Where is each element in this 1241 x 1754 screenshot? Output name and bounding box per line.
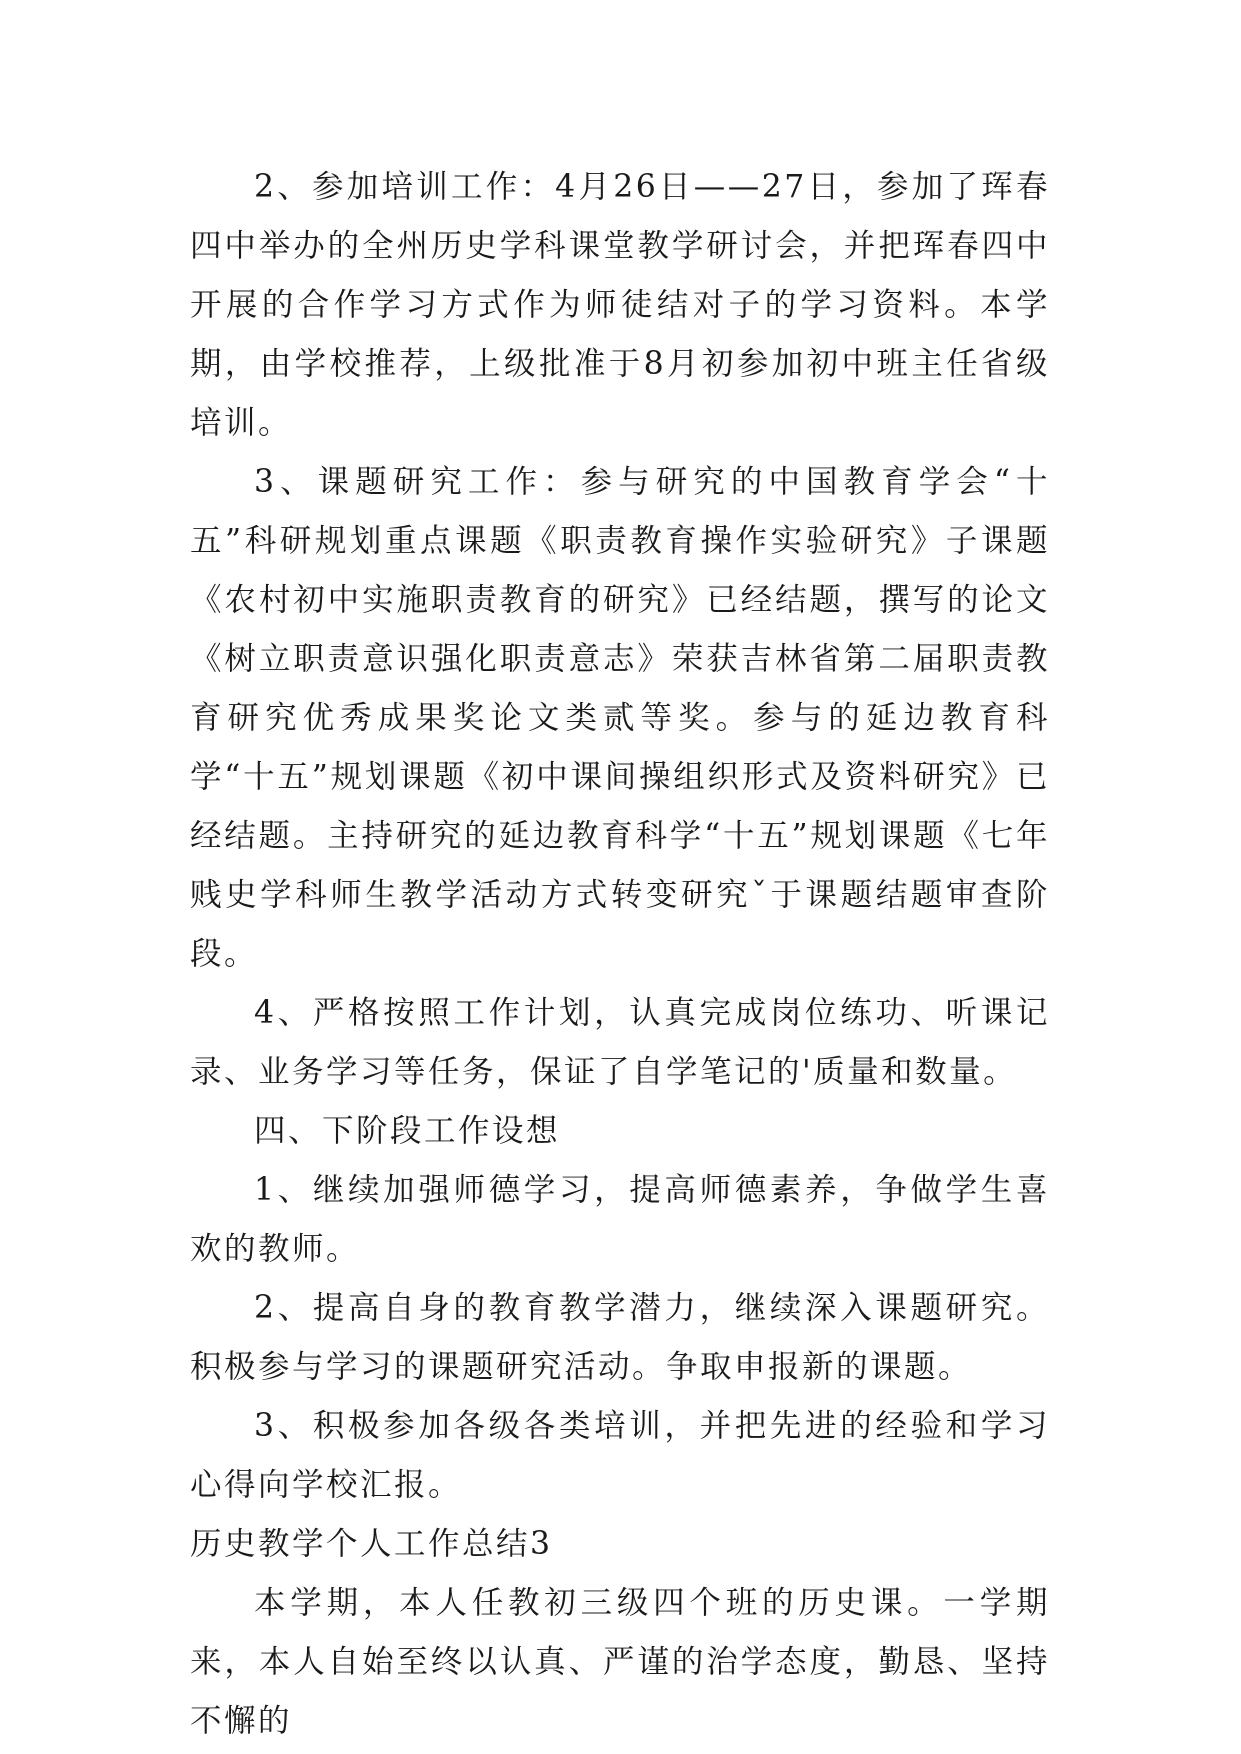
- paragraph-training-report: 3、积极参加各级各类培训，并把先进的经验和学习心得向学校汇报。: [190, 1408, 1050, 1503]
- paragraph-training: 2、参加培训工作：4月26日——27日，参加了珲春四中举办的全州历史学科课堂教学研讨会，并把珲春四中开展的合作学习方式作为师徒结对子的学习资料。本学期，由学校推荐，上级批准于8月初参加初中班主任省级培训。: [190, 169, 1050, 441]
- section-title: 历史教学个人工作总结3: [190, 1526, 553, 1562]
- heading-next-stage: 四、下阶段工作设想: [254, 1113, 561, 1149]
- paragraph-plan: 4、严格按照工作计划，认真完成岗位练功、听课记录、业务学习等任务，保证了自学笔记的'质量和数量。: [190, 995, 1050, 1090]
- paragraph-semester: 本学期，本人任教初三级四个班的历史课。一学期来，本人自始至终以认真、严谨的治学态度，勤恳、坚持不懈的: [190, 1585, 1050, 1739]
- paragraph-ethics: 1、继续加强师德学习，提高师德素养，争做学生喜欢的教师。: [190, 1172, 1050, 1267]
- paragraph-research: 3、课题研究工作：参与研究的中国教育学会“十五”科研规划重点课题《职责教育操作实验研究》子课题《农村初中实施职责教育的研究》已经结题，撰写的论文《树立职责意识强化职责意志》荣获吉林省第二届职责教育研究优秀成果奖论文类贰等奖。参与的延边教育科学“十五”规划课题《初中课间操组织形式及资料研究》已经结题。主持研究的延边教育科学“十五”规划课题《七年贱史学科师生教学活动方式转变研究ˇ于课题结题审查阶段。: [190, 464, 1050, 972]
- paragraph-ability: 2、提高自身的教育教学潜力，继续深入课题研究。积极参与学习的课题研究活动。争取申报新的课题。: [190, 1290, 1050, 1385]
- document-body: [190, 158, 1050, 1751]
